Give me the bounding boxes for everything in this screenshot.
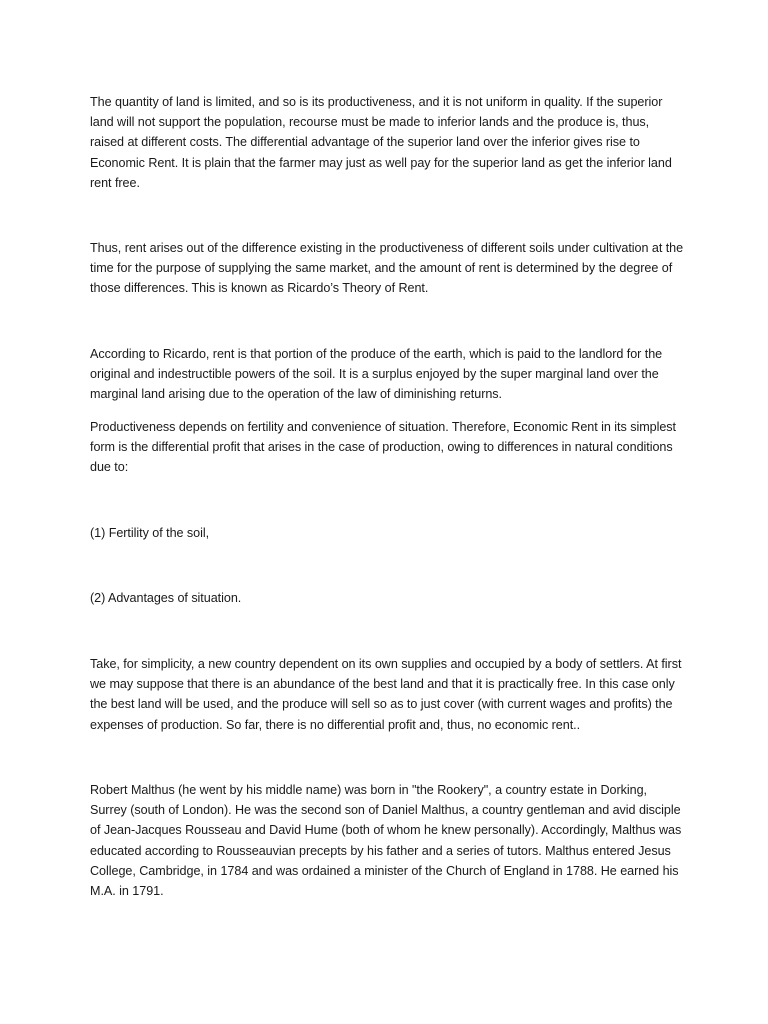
list-item-situation: (2) Advantages of situation.	[90, 591, 242, 605]
list-item-fertility: (1) Fertility of the soil,	[90, 526, 210, 540]
paragraph-land-quantity: The quantity of land is limited, and so is its productiveness, and it is not uniform in quality. If the superior land will not support the population, recourse must be made to inferior lands and the produce is, thus, raised at different costs. The differential advantage of the superior land over the inferior gives rise to Economic Rent. It is plain that the farmer may just as well pay for the superior land as get the inferior land rent free.	[90, 95, 672, 190]
paragraph-ricardo-definition: According to Ricardo, rent is that portion of the produce of the earth, which is paid to the landlord for the original and indestructible powers of the soil. It is a surplus enjoyed by the super marginal land over the marginal land arising due to the operation of the law of diminishing returns.	[90, 347, 663, 402]
paragraph-new-country: Take, for simplicity, a new country dependent on its own supplies and occupied by a body of settlers. At first we may suppose that there is an abundance of the best land and that it is practically free. In this case only the best land will be used, and the produce will sell so as to just cover (with current wages and profits) the expenses of production. So far, there is no differential profit and, thus, no economic rent..	[90, 657, 682, 732]
paragraph-rent-arises: Thus, rent arises out of the difference existing in the productiveness of different soils under cultivation at the time for the purpose of supplying the same market, and the amount of rent is determined by the degree of those differences. This is known as Ricardo’s Theory of Rent.	[90, 241, 684, 296]
paragraph-malthus-bio: Robert Malthus (he went by his middle name) was born in "the Rookery", a country estate in Dorking, Surrey (south of London). He was the second son of Daniel Malthus, a country gentleman and avid disciple of Jean-Jacques Rousseau and David Hume (both of whom he knew personally). Accordingly, Malthus was educated according to Rousseauvian precepts by his father and a series of tutors. Malthus entered Jesus College, Cambridge, in 1784 and was ordained a minister of the Church of England in 1788. He earned his M.A. in 1791.	[90, 783, 682, 899]
paragraph-productiveness: Productiveness depends on fertility and convenience of situation. Therefore, Economic Rent in its simplest form is the differential profit that arises in the case of production, owing to differences in natural conditions due to:	[90, 420, 676, 475]
